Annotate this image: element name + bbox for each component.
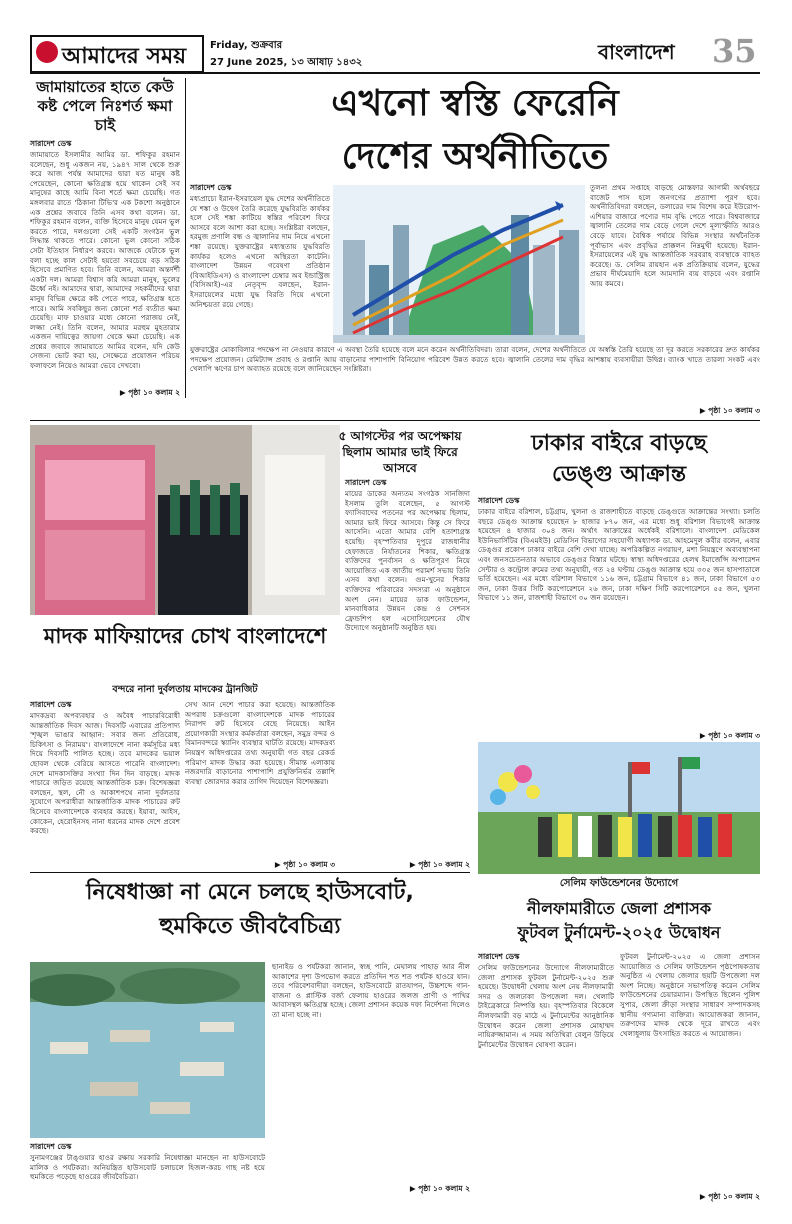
aug5-body: মায়ের ডাকের অন্যতম সংগঠক সানজিদা ইসলাম তুলি বলেছেন, ৫ আগস্ট ফ্যাসিবাদের পতনের পর অপেক্ষায় ছিলাম, আমার ভাই ফিরে আসবে। কিন্তু সে ফিরে আসেনি। এতো আমার বেশি হতাশাগ্রস্ত হয়েছি। বৃহস্পতিবার দুপুরে রাজধানীর হেফাজতে নির্যাতনের শিকার, ক্ষতিগ্রস্ত ব্যক্তিদের পুনর্বাসন ও ক্ষতিপূরণ নিয়ে আয়োজিত এক জাতীয় পরামর্শ সভায় তিনি এসব কথা বলেন। গুম-খুনের শিকার ব্যক্তিদের পরিবারের সদস্যরা এ অনুষ্ঠানে অংশ নেন। মায়ের ডাক ফাউন্ডেশন, মানবাধিকার উন্নয়ন কেন্দ্র ও সেশনস ফ্রেন্ডশিপ হল এসোসিয়েশনের যৌথ উদ্যোগে অনুষ্ঠানটি অনুষ্ঠিত হয়।: [345, 489, 470, 633]
football-photo: [478, 742, 760, 874]
section-rule: [30, 420, 760, 421]
houseboat-desk: সারাদেশ ডেস্ক: [30, 1142, 72, 1151]
header-date: 27 June 2025, ১৩ আষাঢ় ১৪৩২: [210, 57, 363, 68]
economy-continued: ▶ পৃষ্ঠা ১০ কলাম ৩: [699, 406, 760, 415]
masthead-logo: [30, 35, 204, 73]
section-name: বাংলাদেশ: [598, 40, 675, 64]
aug5-continued: ▶ পৃষ্ঠা ১০ কলাম ২: [409, 860, 470, 869]
drugs-subhead: বন্দরে নানা দুর্বলতায় মাদকের ট্রানজিট: [112, 684, 258, 695]
economy-body-bottom: যুক্তরাষ্ট্রের মোকাবিলার পদক্ষেপ না নেওয়ার কারণে এ অবস্থা তৈরি হয়েছে বলে মনে করেন অর্থনীতিবিদরা। তারা বলেন, দেশের অর্থনীতিতে যে অস্বস্তি তৈরি হয়েছে তা দূর করতে সরকারের দ্রুত কার্যকর পদক্ষেপ প্রয়োজন। রেমিট্যান্স প্রবাহ ও রপ্তানি আয় বাড়ানোর পাশাপাশি বিনিয়োগ পরিবেশ উন্নত করতে হবে। জ্বালানি তেলের দাম বৃদ্ধির আশঙ্কায় ব্যবসায়ীরা উদ্বিগ্ন। ব্যাংক খাতে তারল্য সংকট এবং খেলাপি ঋণের চাপ অব্যাহত রয়েছে বলে জানিয়েছেন সংশ্লিষ্টরা।: [190, 345, 760, 374]
houseboat-headline-2: হুমকিতে জীববৈচিত্র্য: [159, 914, 341, 939]
football-body: সেলিম ফাউন্ডেশনের উদ্যোগে নীলফামারীতে জেলা প্রশাসক ফুটবল টুর্নামেন্ট-২০২৫ শুরু হয়েছে। উদ্বোধনী খেলায় অংশ নেয় নীলফামারী সদর ও জলঢাকা উপজেলা দল। খেলাটি টাইব্রেকারে নিষ্পত্তি হয়। বৃহস্পতিবার বিকেলে নীলফামারী বড় মাঠে এ টুর্নামেন্টের আনুষ্ঠানিক উদ্বোধন করেন জেলা প্রশাসক মোহাম্মদ নায়িরুজ্জামান। এ সময় অতিথিরা বেলুন উড়িয়ে টুর্নামেন্টের উদ্বোধন ঘোষণা করেন।: [478, 963, 614, 1049]
economy-city-chart-illustration: [333, 185, 585, 343]
drugs-body: মাদকদ্রব্য অপব্যবহার ও অবৈধ পাচারবিরোধী আন্তর্জাতিক দিবস আজ। দিবসটি এবারের প্রতিপাদ্য 'শৃঙ্খল ভাঙার আহ্বান: সবার জন্য প্রতিরোধ, চিকিৎসা ও নিরাময়'। বাংলাদেশে নানা কর্মসূচির মধ্য দিয়ে দিবসটি পালিত হচ্ছে। তবে মাদকের ভয়াল ছোবল থেকে বেরিয়ে আসতে পারেনি বাংলাদেশ। দেশে মাদকাসক্তির সংখ্যা দিন দিন বাড়ছে। মাদক পাচারে জড়িত রয়েছে আন্তর্জাতিক চক্র। বিশেষজ্ঞরা বলছেন, স্থল, নৌ ও আকাশপথে নানা দুর্বলতার সুযোগে অপরাধীরা আন্তর্জাতিক মাদক পাচারের রুট হিসেবে বাংলাদেশকে ব্যবহার করছে। ইয়াবা, আইস, কোকেন, হেরোইনসহ নানা ধরনের মাদক দেশে প্রবেশ করছে।: [30, 711, 180, 836]
football-continued: ▶ পৃষ্ঠা ১০ কলাম ২: [699, 1192, 760, 1201]
jamaat-body: জামায়াতে ইসলামীর আমির ডা. শফিকুর রহমান বলেছেন, শুধু একজন নয়, ১৯৪৭ সাল থেকে শুরু করে আজ পর্যন্ত আমাদের দ্বারা যত মানুষ কষ্ট পেয়েছেন, কোনো ক্ষতিগ্রস্ত হয়ে থাকেন সেই সব মানুষের কাছে আমি বিনা শর্তে ক্ষমা চেয়েছি। গত মঙ্গলবার রাতে 'ঠিকানা টিভি'র এক টকশো অনুষ্ঠানে এক প্রশ্নের জবাবে তিনি এসব কথা বলেন। ডা. শফিকুর রহমান বলেন, ব্যক্তি হিসেবে মানুষ যেমন ভুল করতে পারে, দলগুলো সেই একটি সংগঠন ভুল সিদ্ধান্ত থাকতে পারে। কোনো ভুল কোনো সঠিক সেটা ইতিহাস নির্ধারণ করবে। আজকে যেটাকে ভুল বলা হচ্ছে কাল সেটাই হয়তো সবচেয়ে বড় সঠিক হিসেবে প্রমাণিত হবে। তিনি বলেন, আমরা অন্তর্দর্শী একটা দল। আমরা বিশ্বাস করি আমরা মানুষ, ভুলের ঊর্ধ্বে নই। আমাদের দ্বারা, আমাদের সহকর্মীদের দ্বারা মানুষ বিভিন্ন ক্ষেত্রে কষ্ট পেতে পারে, ক্ষতিগ্রস্ত হতে পারে। আমি সবকিছুর জন্য কোনো শর্ত ব্যতীত ক্ষমা চেয়েছি। মাফ চাওয়ার মধ্যে কোনো পরাজয় নেই, লজ্জা নেই। তিনি বলেন, আমার মরহুম মুহতারাম একজন দায়িত্বের জায়গা থেকে ক্ষমা চেয়েছি। এক প্রশ্নের জবাবে জামায়াতে আমির বলেন, যদি কেউ সেজন্য ভোট করা হয়, সেক্ষেত্রে প্রয়োজন পরিচয় ফলাফলে নিয়েও আমরা ভেবে দেখবো।: [30, 150, 180, 371]
economy-headline-2: দেশের অর্থনীতিতে: [341, 136, 609, 177]
football-headline-1: নীলফামারীতে জেলা প্রশাসক: [526, 899, 712, 918]
economy-body-right: তুলনা প্রথম সপ্তাহে বাড়ছে মোস্তফার আগামী অর্থবছরে বাজেট পাস হলে জনগণের প্রত্যাশা পূরণ হবে। অর্থনীতিবিদরা বলছেন, ডলারের দাম বিশেষ করে ইউরোপ-এশিয়ার বাজারে পণ্যের দাম বৃদ্ধি পেতে পারে। বিশ্ববাজারে জ্বালানি তেলের দাম বেড়ে গেলে দেশে মূল্যস্ফীতি আরও বেড়ে যাবে। বৈশ্বিক পর্যায়ে বিভিন্ন সংস্থার অর্থনৈতিক পূর্বাভাস এবং প্রবৃদ্ধির প্রাক্কলন নিম্নমুখী হয়েছে। ইরান-ইসরায়েলের এই যুদ্ধ আন্তর্জাতিক সরবরাহ ব্যবস্থাকে ব্যাহত করেছে। ড. সেলিম রায়হান এক প্রতিক্রিয়ায় বলেন, যুদ্ধের প্রভাব দীর্ঘমেয়াদি হলে আমদানি ব্যয় বাড়বে এবং রপ্তানি আয় কমবে।: [590, 183, 760, 288]
page-number: 35: [712, 32, 757, 70]
drugs-headline: মাদক মাফিয়াদের চোখ বাংলাদেশে: [43, 624, 327, 648]
economy-body-left: মধ্যপ্রাচ্যে ইরান-ইসরায়েল যুদ্ধ দেশের অর্থনীতিতে যে শঙ্কা ও উদ্বেগ তৈরি করেছে যুদ্ধবিরতি কার্যকর হলে সেই শঙ্কা কাটিয়ে স্বস্তির পরিবেশ ফিরে আসবে বলে আশা করা হচ্ছে। সংশ্লিষ্টরা বলছেন, হরমুজ প্রণালি বন্ধ ও জ্বালানির দাম নিয়ে এখনো শঙ্কা রয়েছে। যুক্তরাষ্ট্রের মধ্যস্থতায় যুদ্ধবিরতি কার্যকর হলেও এখনো অস্থিরতা কাটেনি। বাংলাদেশ উন্নয়ন গবেষণা প্রতিষ্ঠান (বিআইডিএস) ও বাংলাদেশ চেম্বার অব ইন্ডাস্ট্রিজ (বিসিআই)-এর নেতৃবৃন্দ বলছেন, ইরান-ইসরায়েলের মধ্যে যুদ্ধ বিরতি দিয়ে এখনো অনিশ্চয়তা রয়ে গেছে।: [190, 194, 330, 309]
jamaat-headline: জামায়াতের হাতে কেউ কষ্ট পেলে নিঃশর্ত ক্ষমা চাই: [36, 78, 174, 134]
header-rule: [30, 72, 760, 74]
dengue-continued: ▶ পৃষ্ঠা ১০ কলাম ৩: [699, 731, 760, 740]
economy-desk: সারাদেশ ডেস্ক: [190, 183, 232, 192]
dengue-headline-2: ডেঙ্গু আক্রান্ত: [551, 462, 687, 487]
football-headline-2: ফুটবল টুর্নামেন্ট-২০২৫ উদ্বোধন: [517, 923, 721, 942]
drugs-continued: ▶ পৃষ্ঠা ১০ কলাম ৩: [274, 860, 335, 869]
football-body-2: ফুটবল টুর্নামেন্ট-২০২৫ এ জেলা প্রশাসন আয়োজিত ও সেলিম ফাউন্ডেশন পৃষ্ঠপোষকতায় অনুষ্ঠিত এ খেলায় জেলার ছয়টি উপজেলা দল অংশ নিচ্ছে। অনুষ্ঠানে সভাপতিত্ব করেন সেলিম ফাউন্ডেশনের চেয়ারম্যান। উপস্থিত ছিলেন পুলিশ সুপার, জেলা ক্রীড়া সংস্থার সাধারণ সম্পাদকসহ স্থানীয় গণ্যমান্য ব্যক্তিরা। আয়োজকরা জানান, তরুণদের মাদক থেকে দূরে রাখতে এবং খেলাধুলায় উৎসাহিত করতে এ আয়োজন।: [620, 952, 760, 1038]
dengue-headline-1: ঢাকার বাইরে বাড়ছে: [531, 431, 707, 456]
aug5-desk: সারাদেশ ডেস্ক: [345, 478, 387, 487]
jamaat-desk: সারাদেশ ডেস্ক: [30, 139, 72, 148]
houseboat-continued: ▶ পৃষ্ঠা ১০ কলাম ২: [409, 1184, 470, 1193]
houseboat-photo: [30, 962, 265, 1138]
dengue-body: ঢাকার বাইরে বরিশাল, চট্টগ্রাম, খুলনা ও রাজশাহীতে বাড়ছে ডেঙ্গুতে আক্রান্তের সংখ্যা। চলতি বছরে ডেঙ্গু আক্রান্ত হয়েছেন ৮ হাজার ৮৭০ জন, এর মধ্যে শুধু বরিশাল বিভাগেই আক্রান্ত হয়েছেন ৪ হাজার ৩০৪ জন। অর্থাৎ আক্রান্তের অর্ধেকই বরিশালে। বাংলাদেশ মেডিকেল ইউনিভার্সিটির (বিএমইউ) মেডিসিন বিভাগের সহযোগী অধ্যাপক ডা. আহমেদুল কবীর বলেন, এবার ডেঙ্গুর প্রকোপ ঢাকার বাইরে বেশি দেখা যাচ্ছে। অপরিকল্পিত নগরায়ণ, মশা নিয়ন্ত্রণে অব্যবস্থাপনা এবং জনসচেতনতার অভাবে ডেঙ্গুর বিস্তার ঘটছে। স্বাস্থ্য অধিদপ্তরের হেলথ ইমার্জেন্সি অপারেশন সেন্টার ও কন্ট্রোল রুমের তথ্য অনুযায়ী, গত ২৪ ঘণ্টায় ডেঙ্গু আক্রান্ত হয়ে ৩৩৫ জন হাসপাতালে ভর্তি হয়েছেন। এর মধ্যে বরিশাল বিভাগে ১১৬ জন, চট্টগ্রাম বিভাগে ৪১ জন, ঢাকা বিভাগে ৫৩ জন, ঢাকা উত্তর সিটি করপোরেশনে ২৬ জন, ঢাকা দক্ষিণ সিটি করপোরেশনে ৫৫ জন, খুলনা বিভাগে ১১ জন, রাজশাহী বিভাগে ৩০ জন রয়েছেন।: [478, 507, 760, 603]
drugs-photo: [30, 425, 340, 615]
dengue-desk: সারাদেশ ডেস্ক: [478, 496, 520, 505]
section-rule-2: [30, 872, 470, 873]
houseboat-body-2: ছানাইড ও পর্যটকরা জানান, স্বচ্ছ পানি, মেঘালয় পাহাড় আর নীল আকাশের দৃশ্য উপভোগ করতে প্রতিদিন শত শত পর্যটক হাওরে যান। তবে পরিবেশবাদীরা বলছেন, হাউসবোটে রাতযাপন, উচ্চশব্দে গান-বাজনা ও প্লাস্টিক বর্জ্য ফেলায় হাওরের জলজ প্রাণী ও পাখির আবাসস্থল ক্ষতিগ্রস্ত হচ্ছে। জেলা প্রশাসন কয়েক দফা নির্দেশনা দিলেও তা মানা হচ্ছে না।: [272, 962, 470, 1019]
header-date-block: [210, 38, 410, 72]
aug5-headline: ৫ আগস্টের পর অপেক্ষায় ছিলাম আমার ভাই ফিরে আসবে: [338, 429, 462, 475]
drugs-body-2: সেখ আন দেশে পাচার করা হয়েছে। আন্তর্জাতিক অপরাধ চক্রগুলো বাংলাদেশকে মাদক পাচারের নিরাপদ রুট হিসেবে বেছে নিয়েছে। আইন প্রয়োগকারী সংস্থার কর্মকর্তারা বলছেন, সমুদ্র বন্দর ও বিমানবন্দরে স্ক্যানিং ব্যবস্থার ঘাটতি রয়েছে। মাদকদ্রব্য নিয়ন্ত্রণ অধিদপ্তরের তথ্য অনুযায়ী গত বছর রেকর্ড পরিমাণ মাদক উদ্ধার করা হয়েছে। সীমান্ত এলাকায় নজরদারি বাড়ানোর পাশাপাশি প্রযুক্তিনির্ভর তল্লাশি ব্যবস্থা জোরদার করার তাগিদ দিয়েছেন বিশেষজ্ঞরা।: [185, 700, 335, 786]
houseboat-headline-1: নিষেধাজ্ঞা না মেনে চলছে হাউসবোট,: [86, 880, 414, 905]
football-desk: সারাদেশ ডেস্ক: [478, 952, 520, 961]
header-day: Friday, শুক্রবার: [210, 40, 283, 51]
drugs-desk: সারাদেশ ডেস্ক: [30, 700, 72, 709]
masthead-title: আমাদের সময়: [62, 43, 187, 69]
football-photo-caption: সেলিম ফাউন্ডেশনের উদ্যোগে: [559, 878, 679, 889]
jamaat-continued: ▶ পৃষ্ঠা ১০ কলাম ২: [119, 388, 180, 397]
economy-headline-1: এখনো স্বস্তি ফেরেনি: [331, 83, 619, 124]
col-divider: [185, 78, 186, 398]
houseboat-body: সুনামগঞ্জের টাঙ্গুয়ার হাওর রক্ষায় সরকারি নিষেধাজ্ঞা মানছেন না হাউসবোটে মালিক ও পর্যটকরা। অনিয়ন্ত্রিত হাউসবোট চলাচলে হিজল-করচ গাছ নষ্ট হয়ে হুমকিতে পড়েছে হাওরের জীববৈচিত্র্য।: [30, 1153, 265, 1182]
